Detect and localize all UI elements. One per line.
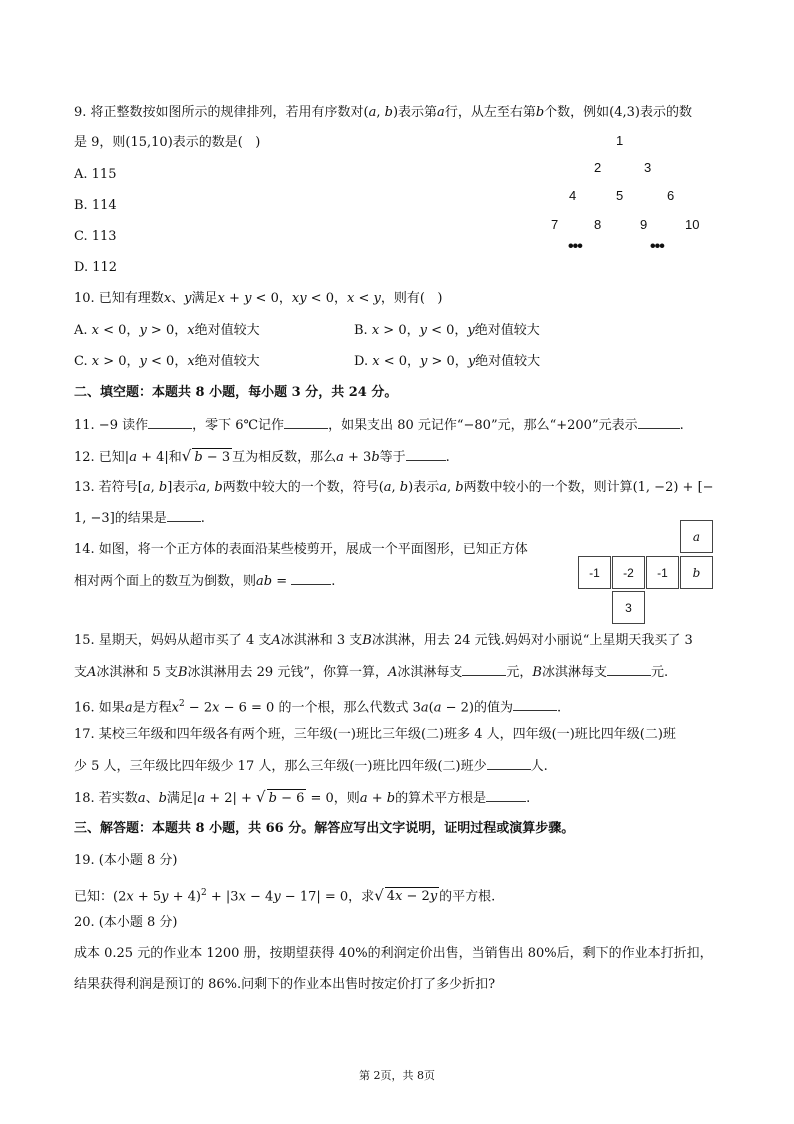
q10-option-d: D. x < 0，y > 0，y绝对值较大: [354, 354, 541, 369]
q15-line2: 支A冰淇淋和 5 支B冰淇淋用去 29 元钱”，你算一算，A冰淇淋每支 元，B冰淇淋每支 元.: [74, 665, 669, 680]
triangle-number: 4: [569, 188, 577, 203]
q17-line2: 少 5 人，三年级比四年级少 17 人，那么三年级(一)班比四年级(二)班少 人.: [74, 759, 548, 774]
q10-option-b: B. x > 0，y < 0，y绝对值较大: [354, 323, 540, 338]
triangle-number: 6: [667, 188, 675, 203]
q14-line2: 相对两个面上的数互为倒数，则ab = .: [74, 574, 336, 589]
ellipsis-dots: •••: [650, 238, 664, 255]
ellipsis-dots: •••: [568, 238, 582, 255]
q9-stem-line2: 是 9，则(15,10)表示的数是( ): [74, 135, 261, 150]
triangle-number: 8: [594, 217, 602, 232]
q13-line1: 13. 若符号[a, b]表示a, b两数中较大的一个数，符号(a, b)表示a, b两数中较小的一个数，则计算(1, −2) + [−: [74, 480, 714, 495]
q12: 12. 已知|a + 4|和√ b − 3 互为相反数，那么a + 3b等于 .: [74, 447, 450, 465]
triangle-number: 10: [685, 217, 700, 232]
triangle-number: 5: [616, 188, 624, 203]
q16: 16. 如果a是方程$x^2 - 2x - 6 = 0$ 的一个根，那么代数式 3a(a − 2)的值为 .: [74, 699, 562, 716]
q20-heading: 20. (本小题 8 分): [74, 915, 178, 930]
q13-line2: 1, −3]的结果是 .: [74, 511, 205, 526]
section-3-heading: 三、解答题：本题共 8 小题，共 66 分。解答应写出文字说明，证明过程或演算步骤。: [74, 821, 575, 836]
q19-body: 已知：$(2x + 5y + 4)^2 + |3x - 4y - 17| = 0$，求√ 4x − 2y 的平方根.: [74, 886, 496, 905]
net-cell: 3: [612, 591, 645, 624]
net-cell: b: [680, 556, 713, 589]
q10-stem: 10. 已知有理数x、y满足x + y < 0，xy < 0，x < y，则有( ): [74, 291, 443, 306]
page-footer: 第 2页，共 8页: [359, 1069, 435, 1082]
net-cell: -2: [612, 556, 645, 589]
q9-option-a: A. 115: [74, 167, 117, 182]
section-2-heading: 二、填空题：本题共 8 小题，每小题 3 分，共 24 分。: [74, 385, 398, 400]
q19-heading: 19. (本小题 8 分): [74, 853, 178, 868]
q9-stem-line1: 9. 将正整数按如图所示的规律排列，若用有序数对(a, b)表示第a行，从左至右第b个数，例如(4,3)表示的数: [74, 105, 692, 120]
q9-option-b: B. 114: [74, 198, 117, 213]
q15-line1: 15. 星期天，妈妈从超市买了 4 支A冰淇淋和 3 支B冰淇淋，用去 24 元钱.妈妈对小丽说“上星期天我买了 3: [74, 633, 693, 648]
triangle-number: 2: [594, 160, 602, 175]
net-cell: a: [680, 520, 713, 553]
q9-option-d: D. 112: [74, 260, 118, 275]
net-cell: -1: [578, 556, 611, 589]
q11: 11. −9 读作 ，零下 6℃记作 ，如果支出 80 元记作“−80”元，那么“+200”元表示 .: [74, 418, 684, 433]
triangle-number: 7: [551, 217, 559, 232]
triangle-number: 3: [644, 160, 652, 175]
q9-option-c: C. 113: [74, 229, 117, 244]
q20-body-line1: 成本 0.25 元的作业本 1200 册，按期望获得 40%的利润定价出售，当销售出 80%后，剩下的作业本打折扣，: [74, 946, 713, 961]
q10-option-c: C. x > 0，y < 0，x绝对值较大: [74, 354, 260, 369]
q20-body-line2: 结果获得利润是预订的 86%.问剩下的作业本出售时按定价打了多少折扣?: [74, 977, 496, 992]
triangle-number: 9: [640, 217, 648, 232]
q17-line1: 17. 某校三年级和四年级各有两个班，三年级(一)班比三年级(二)班多 4 人，四年级(一)班比四年级(二)班: [74, 727, 676, 742]
triangle-number: 1: [616, 133, 624, 148]
q14-line1: 14. 如图，将一个正方体的表面沿某些棱剪开，展成一个平面图形，已知正方体: [74, 542, 528, 557]
q18: 18. 若实数a、b满足|a + 2| + √ b − 6 = 0，则a + b的算术平方根是 .: [74, 788, 531, 806]
net-cell: -1: [646, 556, 679, 589]
q10-option-a: A. x < 0，y > 0，x绝对值较大: [74, 323, 260, 338]
